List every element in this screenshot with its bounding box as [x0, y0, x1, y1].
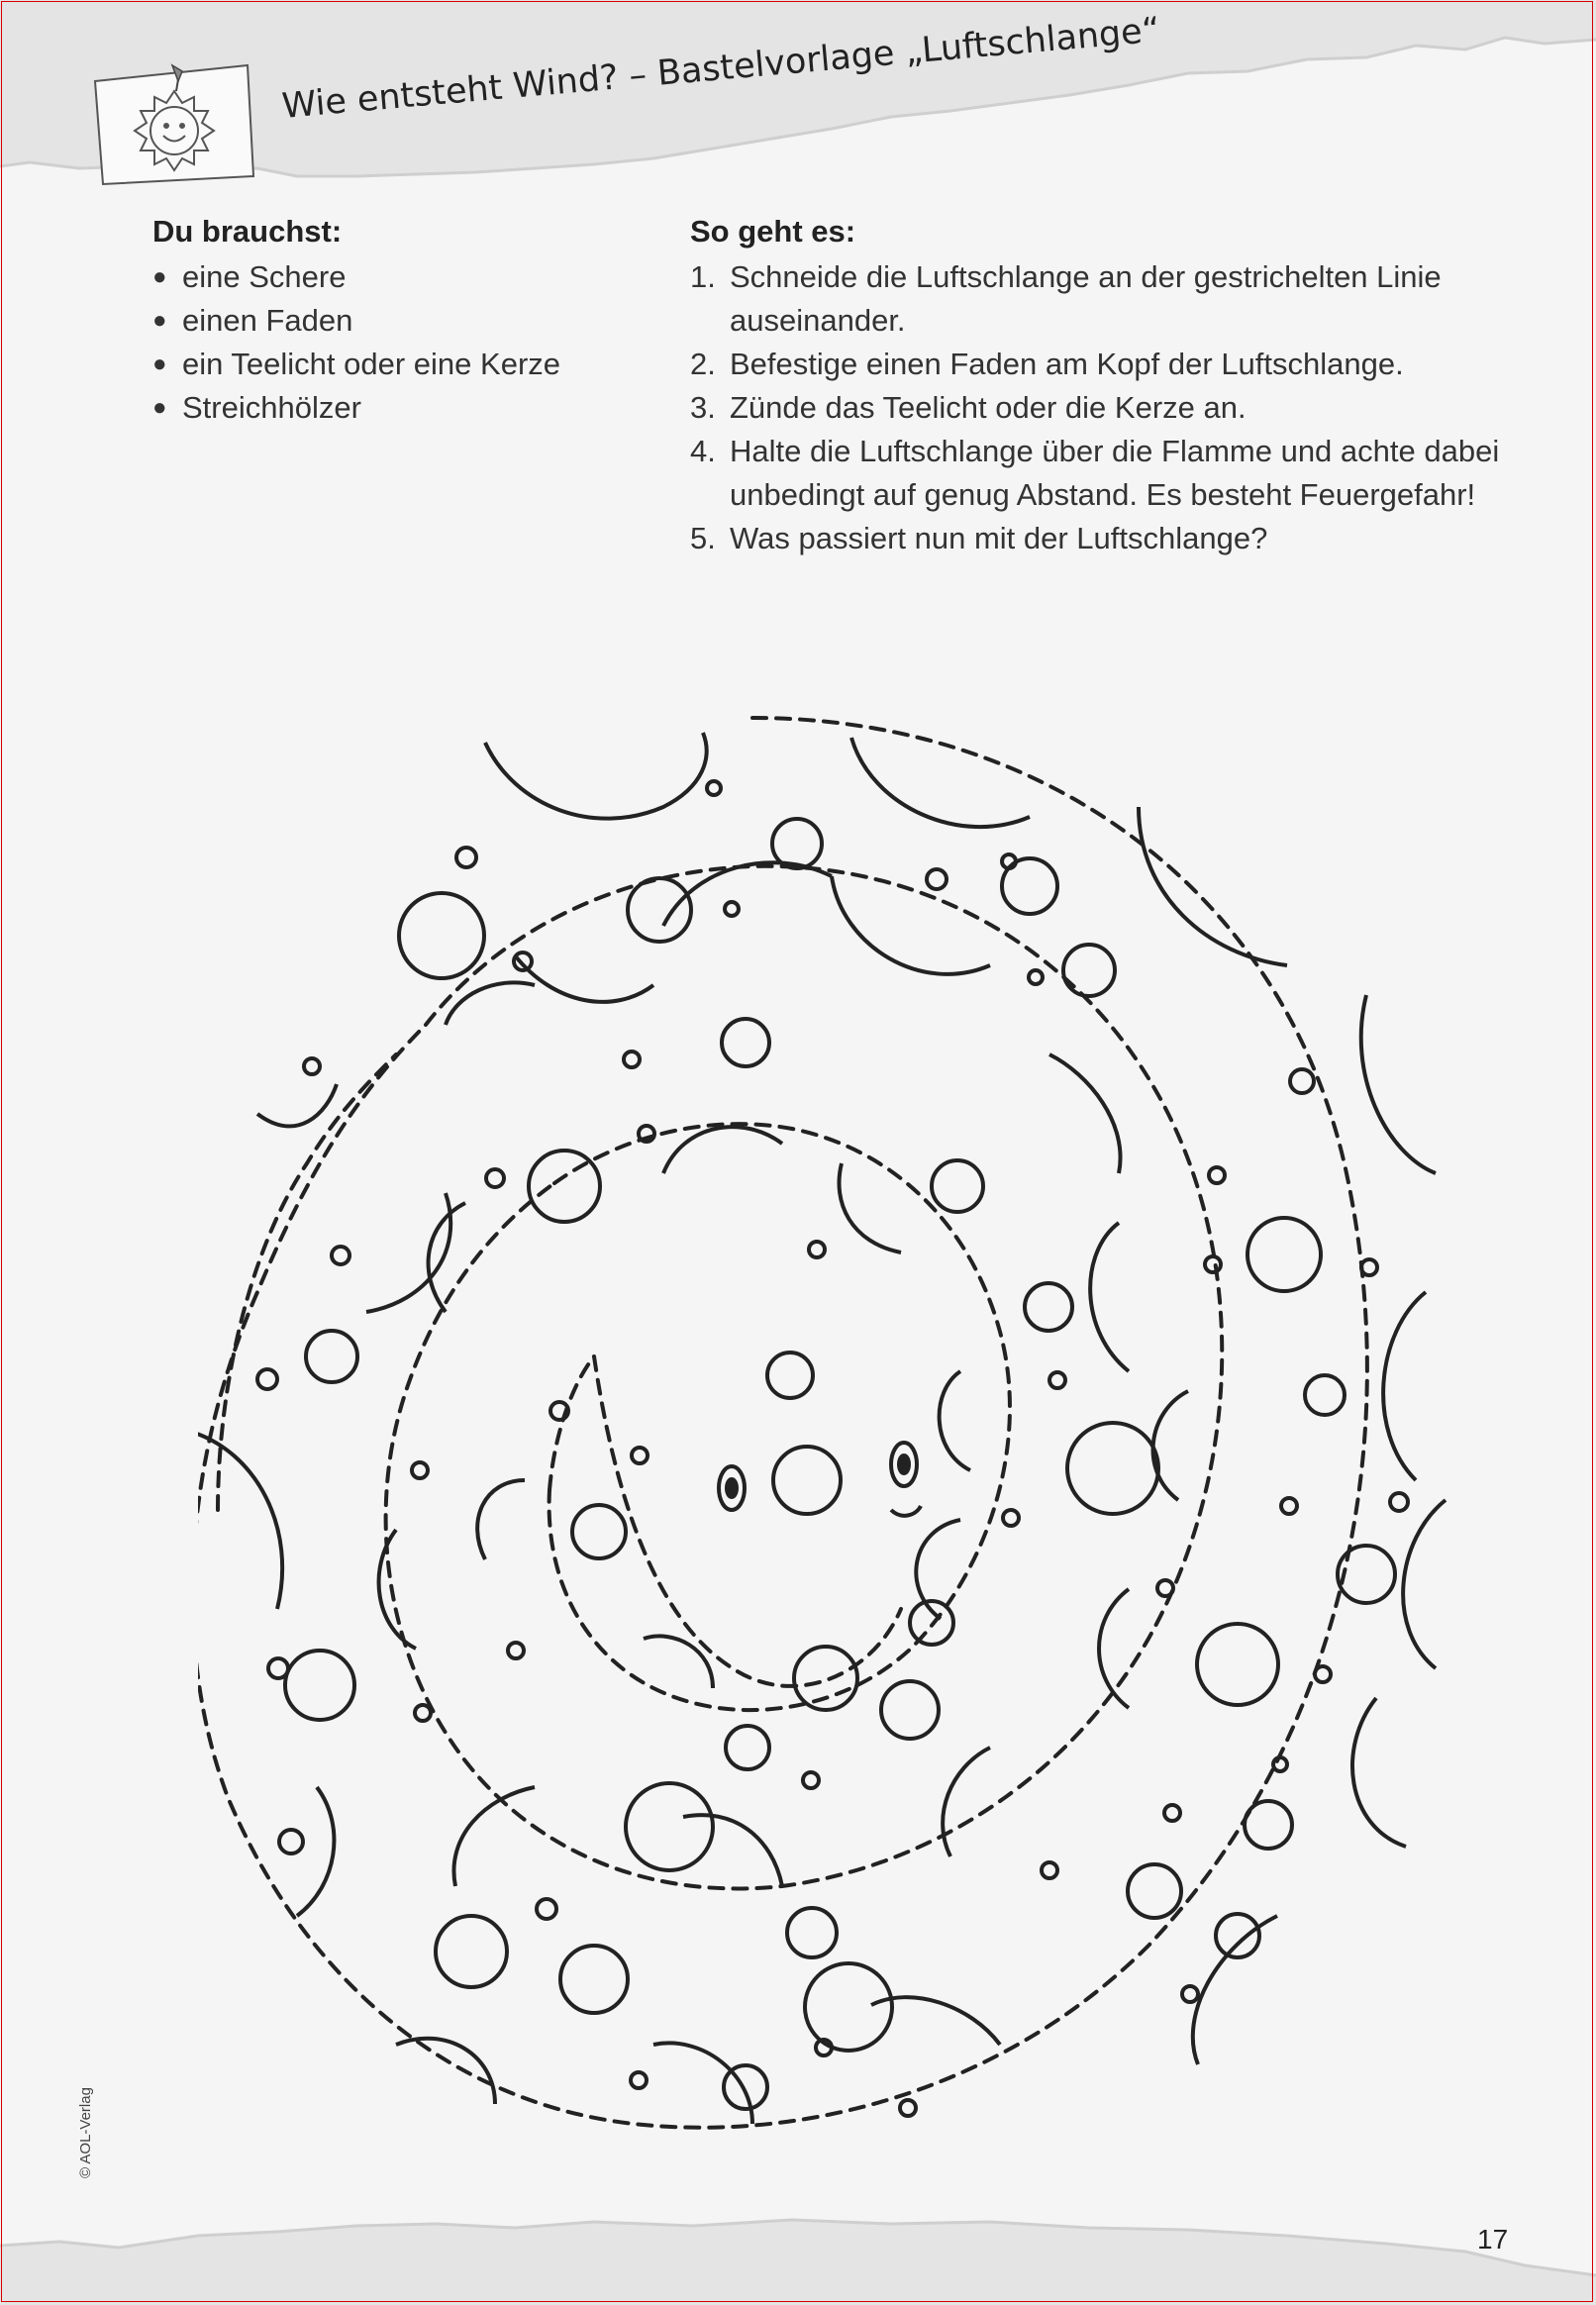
- step-number: 4.: [690, 434, 716, 468]
- list-item: [690, 255, 1502, 343]
- list-item: [690, 430, 1502, 517]
- page-number: 17: [1477, 2224, 1509, 2255]
- instructions-heading: So geht es:: [690, 214, 856, 249]
- step-text: Halte die Luftschlange über die Flamme und achte dabei unbedingt auf genug Abstand. Es besteht Feuergefahr!: [730, 434, 1500, 512]
- page-title: Wie entsteht Wind? – Bastelvorlage „Luftschlange“: [280, 10, 1162, 127]
- step-number: 1.: [690, 259, 716, 294]
- step-text: Schneide die Luftschlange an der gestrichelten Linie auseinander.: [730, 259, 1442, 338]
- materials-list: [152, 255, 618, 430]
- list-item: [690, 386, 1502, 430]
- step-number: 5.: [690, 521, 716, 555]
- step-text: Befestige einen Faden am Kopf der Luftschlange.: [730, 347, 1404, 381]
- spiral-snake-template: [198, 698, 1465, 2163]
- step-text: Zünde das Teelicht oder die Kerze an.: [730, 390, 1247, 425]
- torn-paper-footer: [0, 2206, 1596, 2305]
- list-item: ● eine Schere: [152, 255, 618, 299]
- step-number: 3.: [690, 390, 716, 425]
- list-item: ● Streichhölzer: [152, 386, 618, 430]
- instructions-section: [690, 210, 1502, 560]
- list-item: [690, 517, 1502, 560]
- materials-heading: Du brauchst:: [152, 214, 343, 249]
- instructions-list: [690, 255, 1502, 560]
- list-item: [690, 343, 1502, 386]
- list-item: ● einen Faden: [152, 299, 618, 343]
- sun-note-icon: [91, 59, 257, 186]
- step-number: 2.: [690, 347, 716, 381]
- copyright-label: © AOL-Verlag: [77, 2087, 94, 2178]
- step-text: Was passiert nun mit der Luftschlange?: [730, 521, 1268, 555]
- materials-section: [152, 210, 618, 430]
- list-item: ● ein Teelicht oder eine Kerze: [152, 343, 618, 386]
